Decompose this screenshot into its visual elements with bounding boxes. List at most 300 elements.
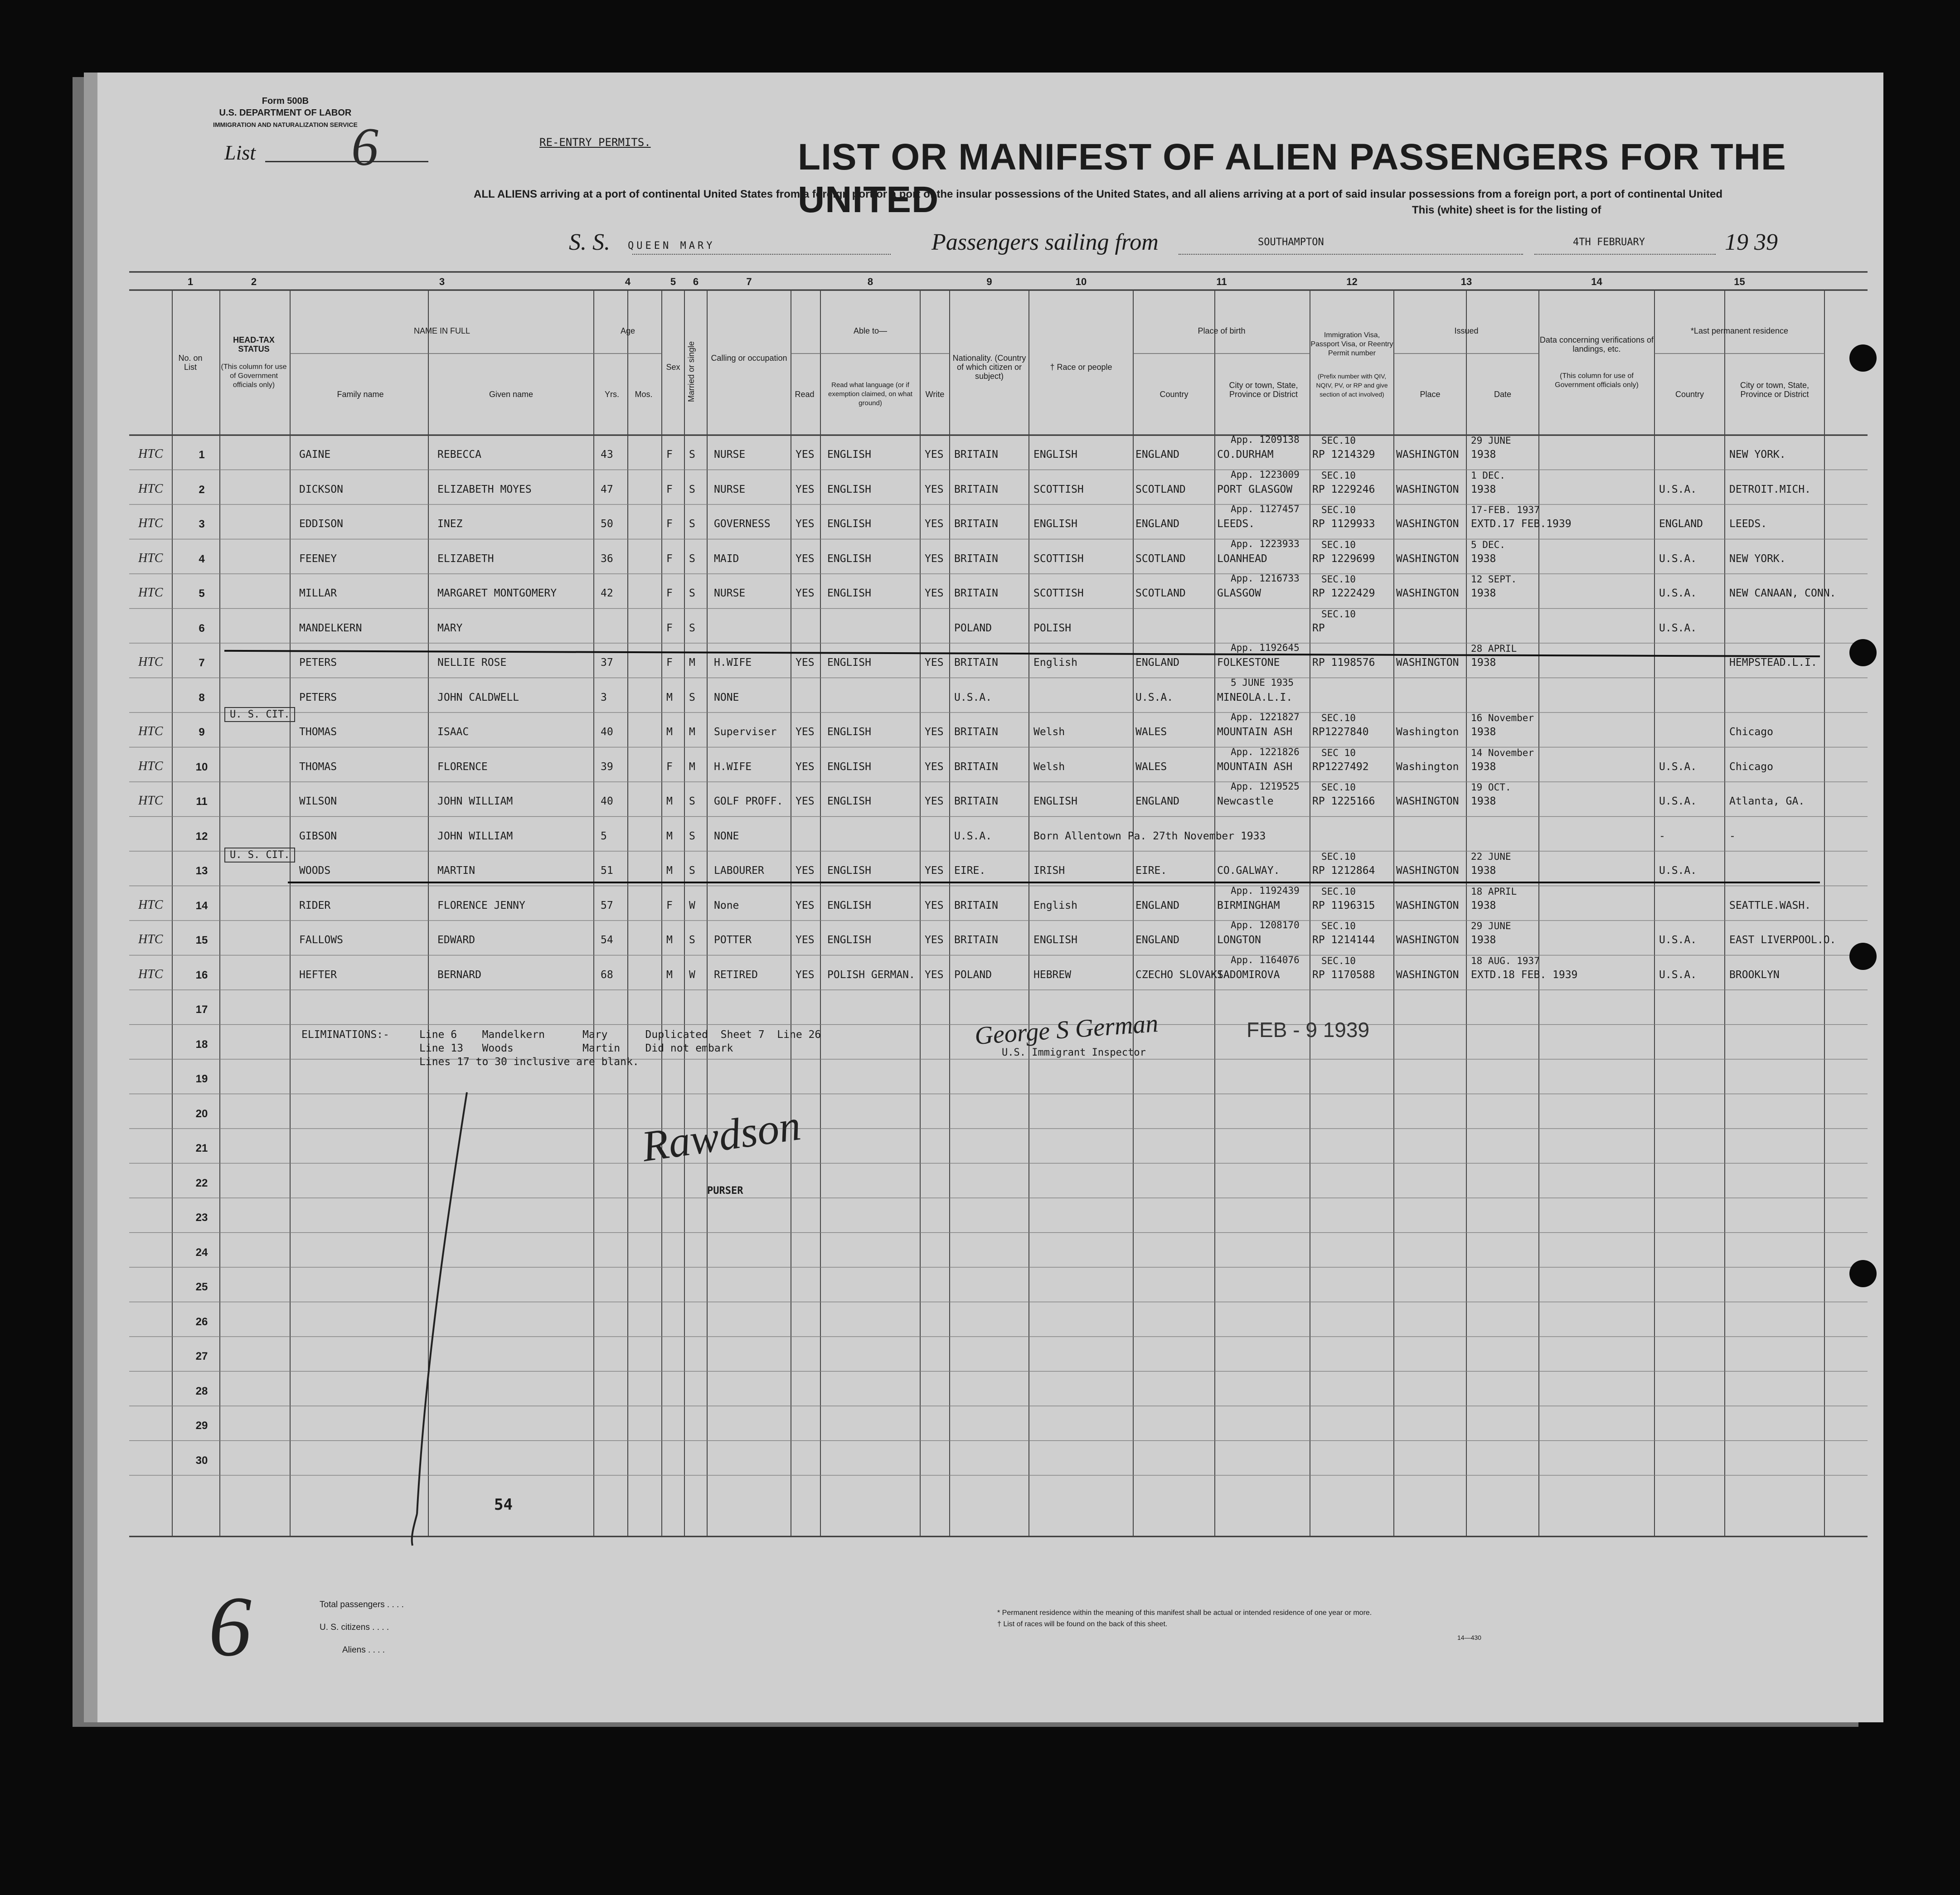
- cell-rcity: NEW CANAAN, CONN.: [1729, 587, 1836, 599]
- col-num-11: 11: [1216, 276, 1227, 287]
- cell-date2: 1938: [1471, 761, 1496, 773]
- cell-ms: S: [689, 865, 695, 877]
- cell-ms: S: [689, 449, 695, 460]
- cell-visa-section: SEC.10: [1321, 470, 1356, 481]
- cell-ms: S: [689, 622, 695, 634]
- cell-visa2: RP 1214144: [1312, 934, 1375, 946]
- cell-read: YES: [796, 795, 815, 807]
- cell-ms: S: [689, 553, 695, 565]
- cell-bcity: PORT GLASGOW: [1217, 483, 1293, 495]
- cell-nat: BRITAIN: [954, 518, 998, 530]
- eliminations-line-3: Lines 17 to 30 inclusive are blank.: [419, 1056, 639, 1068]
- cell-ms: S: [689, 934, 695, 946]
- cell-app-number: App. 1164076: [1231, 954, 1300, 965]
- cell-occ: Superviser: [714, 726, 777, 738]
- row-number: 15: [195, 934, 208, 946]
- cell-bcountry: EIRE.: [1135, 865, 1167, 877]
- cell-yrs: 39: [601, 761, 613, 773]
- cell-app-number: App. 1209138: [1231, 434, 1300, 445]
- cell-sex: M: [666, 726, 673, 738]
- header-last-residence: *Last permanent residence: [1690, 326, 1789, 335]
- footnote-residence: * Permanent residence within the meaning of this manifest shall be actual or intended residence of one year or more.: [997, 1609, 1372, 1617]
- cell-bcity: MOUNTAIN ASH: [1217, 726, 1293, 738]
- row-number: 14: [195, 899, 208, 912]
- htc-mark: HTC: [138, 759, 163, 773]
- cell-family: GAINE: [299, 449, 331, 460]
- cell-sex: F: [666, 657, 673, 669]
- cell-bcity: LOANHEAD: [1217, 553, 1267, 565]
- cell-ms: M: [689, 761, 695, 773]
- cell-yrs: 57: [601, 899, 613, 911]
- cell-visa2: RP 1229246: [1312, 483, 1375, 495]
- cell-bcountry: WALES: [1135, 761, 1167, 773]
- cell-app-number: App. 1208170: [1231, 920, 1300, 931]
- col-num-8: 8: [867, 276, 873, 287]
- cell-lang: ENGLISH: [827, 865, 871, 877]
- col-num-2: 2: [251, 276, 257, 287]
- cell-visa-section: SEC.10: [1321, 921, 1356, 931]
- cell-visa-section: SEC.10: [1321, 712, 1356, 723]
- cell-write: YES: [925, 553, 944, 565]
- row-number: 27: [195, 1350, 208, 1362]
- subtitle-line-2: This (white) sheet is for the listing of: [1412, 204, 1601, 216]
- cell-visa2: RP: [1312, 622, 1325, 634]
- cell-family: WOODS: [299, 865, 331, 877]
- cell-race: Welsh: [1033, 726, 1065, 738]
- cell-issue-date-line1: 14 November: [1471, 747, 1534, 758]
- cell-write: YES: [925, 587, 944, 599]
- cell-yrs: 47: [601, 483, 613, 495]
- col-num-12: 12: [1346, 276, 1358, 287]
- cell-lang: ENGLISH: [827, 934, 871, 946]
- cell-family: DICKSON: [299, 483, 343, 495]
- cell-read: YES: [796, 726, 815, 738]
- cell-given: MARY: [437, 622, 463, 634]
- cell-rcountry: U.S.A.: [1659, 587, 1697, 599]
- cell-family: EDDISON: [299, 518, 343, 530]
- cell-read: YES: [796, 518, 815, 530]
- cell-rcity: HEMPSTEAD.L.I.: [1729, 657, 1817, 669]
- cell-yrs: 42: [601, 587, 613, 599]
- header-residence-city: City or town, State, Province or District: [1740, 381, 1810, 399]
- cell-lang: ENGLISH: [827, 795, 871, 807]
- cell-occ: GOLF PROFF.: [714, 795, 783, 807]
- cell-yrs: 51: [601, 865, 613, 877]
- cell-bcountry: ENGLAND: [1135, 518, 1179, 530]
- cell-issue-date-line1: 1 DEC.: [1471, 470, 1505, 481]
- eliminations-label: ELIMINATIONS:-: [301, 1029, 389, 1041]
- sailing-year: 19 39: [1725, 229, 1778, 255]
- header-yrs: Yrs.: [604, 390, 619, 399]
- cell-bcity: GLASGOW: [1217, 587, 1261, 599]
- row-number: 12: [195, 830, 208, 843]
- cell-given: ISAAC: [437, 726, 469, 738]
- list-label: List: [224, 141, 256, 164]
- cell-yrs: 3: [601, 691, 607, 703]
- cell-lang: ENGLISH: [827, 761, 871, 773]
- cell-place: WASHINGTON: [1396, 553, 1459, 565]
- ink-stroke: [97, 73, 1883, 1722]
- header-name-in-full: NAME IN FULL: [413, 326, 471, 335]
- header-nationality: Nationality. (Country of which citizen or subject): [952, 354, 1026, 381]
- cell-app-number: App. 1192439: [1231, 885, 1300, 896]
- cell-bcity: BIRMINGHAM: [1217, 899, 1280, 911]
- form-number: Form 500B: [262, 96, 309, 106]
- cell-family: THOMAS: [299, 726, 337, 738]
- row-number: 23: [195, 1212, 208, 1224]
- cell-yrs: 54: [601, 934, 613, 946]
- cell-app-number: App. 1216733: [1231, 573, 1300, 584]
- cell-yrs: 68: [601, 969, 613, 981]
- cell-visa-section: SEC.10: [1321, 955, 1356, 966]
- cell-nat: U.S.A.: [954, 830, 992, 842]
- cell-family: MILLAR: [299, 587, 337, 599]
- col-num-15: 15: [1734, 276, 1745, 287]
- cell-bcity: CO.GALWAY.: [1217, 865, 1280, 877]
- cell-race: Born Allentown Pa. 27th November 1933: [1033, 830, 1266, 842]
- cell-bcountry: ENGLAND: [1135, 934, 1179, 946]
- re-entry-permits-label: RE-ENTRY PERMITS.: [539, 136, 651, 149]
- cell-bcountry: ENGLAND: [1135, 899, 1179, 911]
- cell-lang: ENGLISH: [827, 726, 871, 738]
- cell-date2: 1938: [1471, 657, 1496, 669]
- cell-read: YES: [796, 899, 815, 911]
- cell-bcity: LEEDS.: [1217, 518, 1255, 530]
- cell-family: GIBSON: [299, 830, 337, 842]
- cell-yrs: 43: [601, 449, 613, 460]
- cell-bcountry: SCOTLAND: [1135, 587, 1186, 599]
- htc-mark: HTC: [138, 897, 163, 912]
- date-stamp: FEB - 9 1939: [1247, 1018, 1370, 1042]
- row-number: 21: [195, 1142, 208, 1154]
- cell-given: MARGARET MONTGOMERY: [437, 587, 557, 599]
- cell-occ: NONE: [714, 691, 739, 703]
- cell-bcity: CO.DURHAM: [1217, 449, 1274, 460]
- cell-race: HEBREW: [1033, 969, 1072, 981]
- cell-bcity: MINEOLA.L.I.: [1217, 691, 1293, 703]
- cell-app-number: App. 1223933: [1231, 538, 1300, 549]
- cell-bcountry: SCOTLAND: [1135, 553, 1186, 565]
- cell-issue-date-line1: 28 APRIL: [1471, 643, 1517, 654]
- col-num-13: 13: [1460, 276, 1472, 287]
- cell-yrs: 37: [601, 657, 613, 669]
- cell-visa2: RP 1196315: [1312, 899, 1375, 911]
- cell-visa-section: SEC.10: [1321, 539, 1356, 550]
- cell-given: NELLIE ROSE: [437, 657, 507, 669]
- cell-issue-date-line1: 18 AUG. 1937: [1471, 955, 1540, 966]
- cell-given: REBECCA: [437, 449, 481, 460]
- ss-label: S. S.: [569, 229, 610, 255]
- cell-date2: EXTD.18 FEB. 1939: [1471, 969, 1578, 981]
- htc-mark: HTC: [138, 586, 163, 600]
- cell-given: JOHN WILLIAM: [437, 830, 513, 842]
- header-birth-country: Country: [1160, 390, 1189, 399]
- cell-race: English: [1033, 899, 1077, 911]
- cell-issue-date-line1: 19 OCT.: [1471, 782, 1511, 793]
- cell-sex: F: [666, 483, 673, 495]
- cell-bcity: Newcastle: [1217, 795, 1274, 807]
- cell-rcountry: U.S.A.: [1659, 795, 1697, 807]
- cell-ms: S: [689, 830, 695, 842]
- row-number: 6: [199, 622, 205, 635]
- cell-family: RIDER: [299, 899, 331, 911]
- cell-occ: NURSE: [714, 449, 746, 460]
- cell-nat: EIRE.: [954, 865, 986, 877]
- row-number: 29: [195, 1420, 208, 1432]
- cell-race: ENGLISH: [1033, 518, 1077, 530]
- cell-occ: H.WIFE: [714, 761, 752, 773]
- cell-bcountry: ENGLAND: [1135, 657, 1179, 669]
- cell-read: YES: [796, 587, 815, 599]
- cell-race: ENGLISH: [1033, 795, 1077, 807]
- cell-ms: W: [689, 969, 695, 981]
- cell-lang: ENGLISH: [827, 899, 871, 911]
- cell-visa-section: SEC.10: [1321, 782, 1356, 793]
- row-number: 18: [195, 1038, 208, 1051]
- cell-bcity: SADOMIROVA: [1217, 969, 1280, 981]
- cell-place: Washington: [1396, 726, 1459, 738]
- cell-write: YES: [925, 795, 944, 807]
- cell-sex: M: [666, 795, 673, 807]
- cell-rcity: NEW YORK.: [1729, 553, 1786, 565]
- row-number: 4: [199, 553, 205, 565]
- cell-ms: S: [689, 691, 695, 703]
- htc-mark: HTC: [138, 655, 163, 669]
- htc-mark: HTC: [138, 447, 163, 461]
- header-visa-note: (Prefix number with QIV, NQIV, PV, or RP and give section of act involved): [1316, 373, 1388, 398]
- cell-lang: ENGLISH: [827, 518, 871, 530]
- header-married: Married or single: [687, 341, 696, 402]
- purser-signature: Rawdson: [639, 1100, 804, 1171]
- cell-read: YES: [796, 483, 815, 495]
- cell-family: WILSON: [299, 795, 337, 807]
- header-calling: Calling or occupation: [711, 354, 787, 363]
- row-number: 13: [195, 865, 208, 877]
- cell-issue-date-line1: 18 APRIL: [1471, 886, 1517, 897]
- cell-visa2: RP 1225166: [1312, 795, 1375, 807]
- cell-sex: F: [666, 622, 673, 634]
- cell-app-number: App. 1221826: [1231, 746, 1300, 757]
- cell-rcity: -: [1729, 830, 1736, 842]
- cell-race: SCOTTISH: [1033, 553, 1084, 565]
- cell-visa2: RP 1170588: [1312, 969, 1375, 981]
- col-num-3: 3: [439, 276, 445, 287]
- cell-occ: None: [714, 899, 739, 911]
- cell-yrs: 40: [601, 795, 613, 807]
- cell-app-number: App. 1221827: [1231, 712, 1300, 722]
- cell-issue-date-line1: 22 JUNE: [1471, 851, 1511, 862]
- cell-write: YES: [925, 969, 944, 981]
- cell-place: Washington: [1396, 761, 1459, 773]
- header-birth-city: City or town, State, Province or District: [1229, 381, 1298, 399]
- cell-sex: F: [666, 518, 673, 530]
- htc-mark: HTC: [138, 481, 163, 496]
- cell-app-number: App. 1127457: [1231, 504, 1300, 514]
- cell-bcity: MOUNTAIN ASH: [1217, 761, 1293, 773]
- cell-sex: M: [666, 691, 673, 703]
- cell-given: ELIZABETH MOYES: [437, 483, 532, 495]
- cell-place: WASHINGTON: [1396, 587, 1459, 599]
- col-num-5: 5: [670, 276, 676, 287]
- binder-hole-4: [1849, 1260, 1877, 1287]
- cell-sex: M: [666, 865, 673, 877]
- header-race: † Race or people: [1050, 363, 1112, 372]
- cell-lang: ENGLISH: [827, 657, 871, 669]
- cell-yrs: 36: [601, 553, 613, 565]
- purser-label: PURSER: [707, 1185, 743, 1197]
- sailing-label: Passengers sailing from: [931, 229, 1159, 255]
- cell-race: SCOTTISH: [1033, 587, 1084, 599]
- cell-race: ENGLISH: [1033, 934, 1077, 946]
- cell-write: YES: [925, 657, 944, 669]
- header-age: Age: [620, 326, 636, 335]
- col-num-1: 1: [187, 276, 194, 287]
- col-num-9: 9: [986, 276, 992, 287]
- cell-bcountry: ENGLAND: [1135, 795, 1179, 807]
- cell-occ: NONE: [714, 830, 739, 842]
- total-passengers-label: Total passengers . . . .: [320, 1600, 404, 1609]
- cell-visa-section: SEC.10: [1321, 504, 1356, 515]
- us-citizens-label: U. S. citizens . . . .: [320, 1623, 389, 1632]
- cell-bcountry: U.S.A.: [1135, 691, 1174, 703]
- cell-issue-date-line1: 5 DEC.: [1471, 539, 1505, 550]
- cell-bcity: FOLKESTONE: [1217, 657, 1280, 669]
- row-number: 26: [195, 1315, 208, 1328]
- cell-bcity: LONGTON: [1217, 934, 1261, 946]
- subtitle-line-1: ALL ALIENS arriving at a port of continental United States from a foreign port or a port of the insular possessions of the United States, and all aliens arriving at a port of said insular possessions from a foreign port, a port of continental United: [474, 188, 1723, 200]
- header-head-tax: HEAD-TAX STATUS: [233, 335, 275, 354]
- htc-mark: HTC: [138, 967, 163, 981]
- cell-rcity: DETROIT.MICH.: [1729, 483, 1811, 495]
- cell-issue-date-line1: 29 JUNE: [1471, 435, 1511, 446]
- cell-bcountry: WALES: [1135, 726, 1167, 738]
- cell-sex: F: [666, 761, 673, 773]
- cell-ms: M: [689, 726, 695, 738]
- cell-nat: BRITAIN: [954, 553, 998, 565]
- row-number: 20: [195, 1107, 208, 1120]
- cell-read: YES: [796, 449, 815, 460]
- cell-rcountry: -: [1659, 830, 1665, 842]
- cell-rcountry: U.S.A.: [1659, 969, 1697, 981]
- cell-visa2: RP 1222429: [1312, 587, 1375, 599]
- cell-app-number: App. 1192645: [1231, 642, 1300, 653]
- cell-write: YES: [925, 726, 944, 738]
- cell-visa2: RP 1129933: [1312, 518, 1375, 530]
- cell-app-number: 5 JUNE 1935: [1231, 677, 1294, 688]
- cell-family: FALLOWS: [299, 934, 343, 946]
- binder-hole-2: [1849, 639, 1877, 666]
- cell-read: YES: [796, 761, 815, 773]
- row-number: 24: [195, 1246, 208, 1259]
- cell-app-number: App. 1219525: [1231, 781, 1300, 792]
- header-read-language: Read what language (or if exemption claimed, on what ground): [828, 381, 912, 407]
- sailing-date: 4TH FEBRUARY: [1573, 237, 1645, 248]
- cell-ms: S: [689, 518, 695, 530]
- header-able-to: Able to—: [853, 326, 888, 335]
- cell-rcity: LEEDS.: [1729, 518, 1767, 530]
- cell-place: WASHINGTON: [1396, 657, 1459, 669]
- cell-visa-section: SEC.10: [1321, 435, 1356, 446]
- service-name: IMMIGRATION AND NATURALIZATION SERVICE: [213, 121, 358, 128]
- cell-lang: ENGLISH: [827, 587, 871, 599]
- cell-given: MARTIN: [437, 865, 475, 877]
- cell-race: POLISH: [1033, 622, 1072, 634]
- row-number: 16: [195, 969, 208, 981]
- cell-sex: F: [666, 899, 673, 911]
- cell-given: JOHN WILLIAM: [437, 795, 513, 807]
- row-number: 30: [195, 1454, 208, 1467]
- cell-date2: EXTD.17 FEB.1939: [1471, 518, 1572, 530]
- header-write: Write: [925, 390, 945, 399]
- cell-occ: LABOURER: [714, 865, 764, 877]
- header-issued-date: Date: [1494, 390, 1512, 399]
- cell-nat: BRITAIN: [954, 657, 998, 669]
- cell-occ: POTTER: [714, 934, 752, 946]
- cell-visa2: RP1227840: [1312, 726, 1369, 738]
- cell-given: BERNARD: [437, 969, 481, 981]
- cell-place: WASHINGTON: [1396, 518, 1459, 530]
- cell-read: YES: [796, 553, 815, 565]
- row-number: 9: [199, 726, 205, 738]
- departure-port: SOUTHAMPTON: [1258, 237, 1324, 248]
- header-place-of-birth: Place of birth: [1198, 326, 1246, 335]
- row-number: 3: [199, 518, 205, 530]
- cell-date2: 1938: [1471, 553, 1496, 565]
- cell-sex: M: [666, 830, 673, 842]
- cell-occ: RETIRED: [714, 969, 758, 981]
- cell-family: PETERS: [299, 691, 337, 703]
- cell-visa2: RP 1212864: [1312, 865, 1375, 877]
- cell-family: HEFTER: [299, 969, 337, 981]
- cell-read: YES: [796, 865, 815, 877]
- cell-lang: ENGLISH: [827, 449, 871, 460]
- cell-family: FEENEY: [299, 553, 337, 565]
- htc-mark: HTC: [138, 551, 163, 565]
- cell-write: YES: [925, 934, 944, 946]
- header-issued: Issued: [1454, 326, 1479, 335]
- cell-nat: BRITAIN: [954, 899, 998, 911]
- cell-issue-date-line1: 17-FEB. 1937: [1471, 504, 1540, 515]
- cell-place: WASHINGTON: [1396, 483, 1459, 495]
- cell-date2: 1938: [1471, 483, 1496, 495]
- cell-rcity: NEW YORK.: [1729, 449, 1786, 460]
- cell-date2: 1938: [1471, 449, 1496, 460]
- cell-sex: F: [666, 553, 673, 565]
- cell-ms: S: [689, 587, 695, 599]
- cell-sex: F: [666, 449, 673, 460]
- cell-rcity: BROOKLYN: [1729, 969, 1780, 981]
- cell-date2: 1938: [1471, 934, 1496, 946]
- row-number: 22: [195, 1177, 208, 1189]
- cell-place: WASHINGTON: [1396, 449, 1459, 460]
- bottom-count: 54: [494, 1496, 513, 1514]
- cell-lang: ENGLISH: [827, 553, 871, 565]
- department-name: U.S. DEPARTMENT OF LABOR: [219, 108, 352, 118]
- inspector-title: U.S. Immigrant Inspector: [1002, 1047, 1146, 1058]
- header-sex: Sex: [666, 363, 680, 372]
- cell-read: YES: [796, 969, 815, 981]
- cell-yrs: 50: [601, 518, 613, 530]
- cell-yrs: 40: [601, 726, 613, 738]
- cell-visa-section: SEC 10: [1321, 747, 1356, 758]
- cell-visa-section: SEC.10: [1321, 608, 1356, 620]
- cell-race: Welsh: [1033, 761, 1065, 773]
- header-given-name: Given name: [489, 390, 534, 399]
- cell-rcity: Atlanta, GA.: [1729, 795, 1805, 807]
- cell-visa2: RP 1198576: [1312, 657, 1375, 669]
- col-num-10: 10: [1075, 276, 1087, 287]
- cell-race: English: [1033, 657, 1077, 669]
